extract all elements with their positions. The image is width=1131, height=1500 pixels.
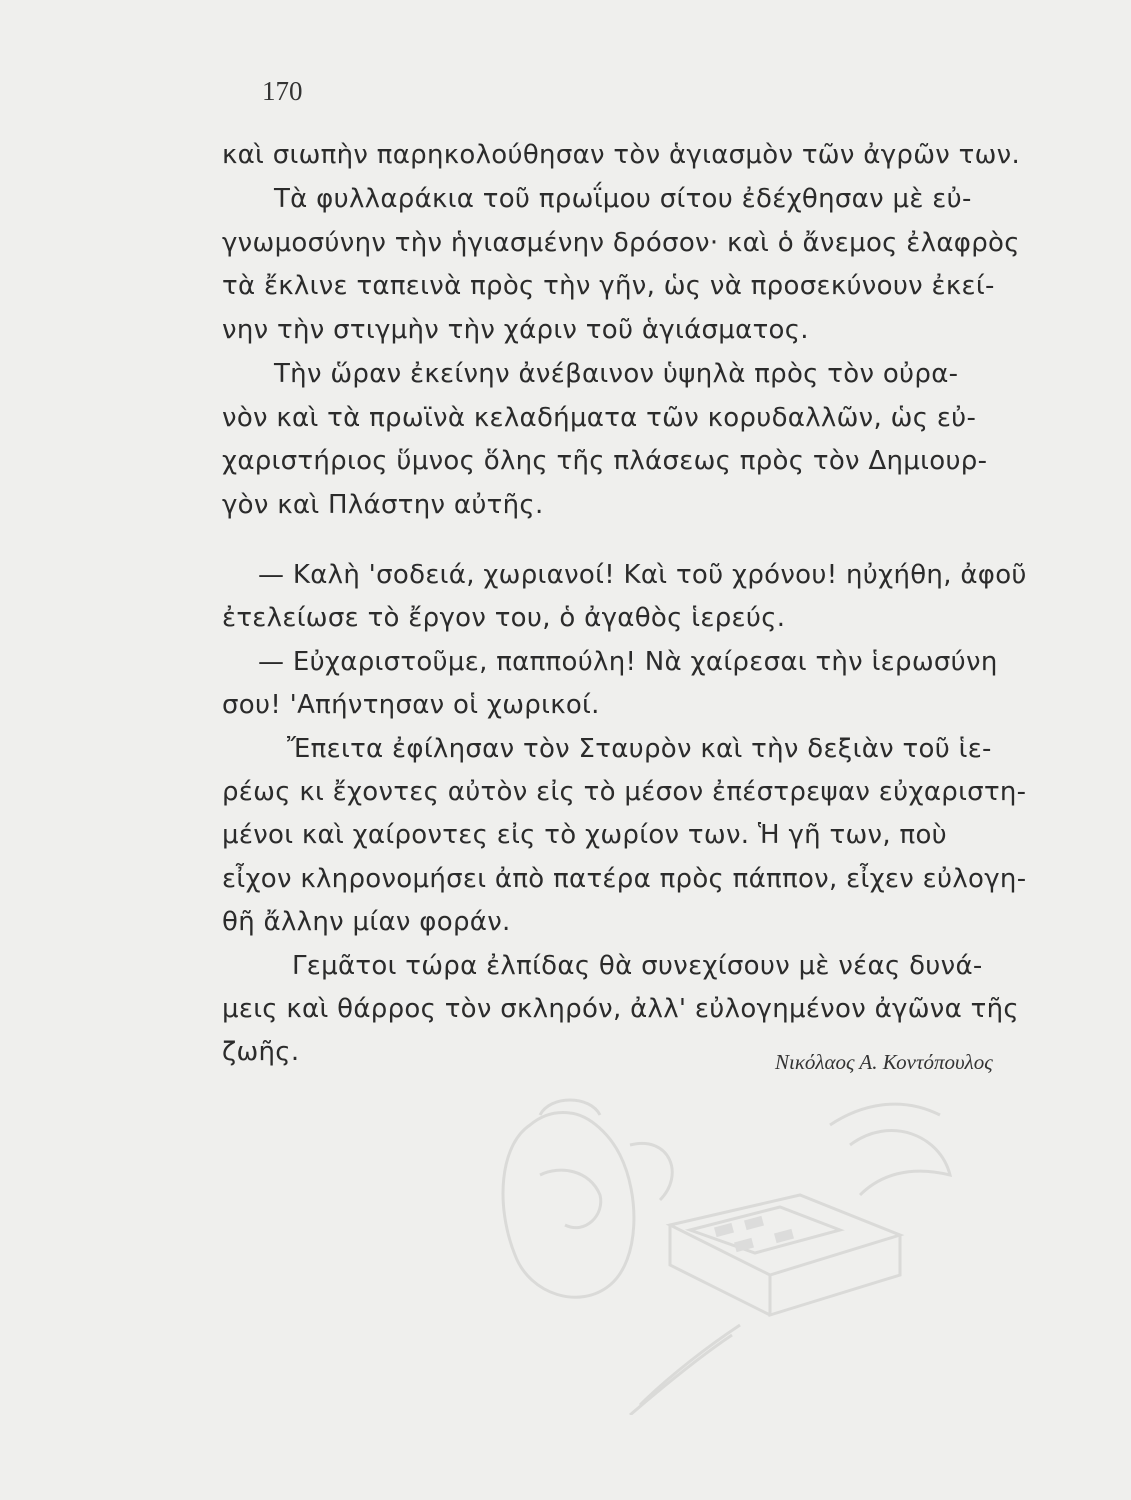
text-line: σου! 'Απήντησαν οἱ χωρικοί. [222, 690, 600, 720]
text-line: θῆ ἄλλην μίαν φοράν. [222, 907, 511, 937]
text-line: νην τὴν στιγμὴν τὴν χάριν τοῦ ἁγιάσματος. [222, 315, 809, 345]
text-line: — Καλὴ 'σοδειά, χωριανοί! Καὶ τοῦ χρόνου! ηὐχήθη, ἀφοῦ [258, 560, 1027, 590]
text-line: ρέως κι ἔχοντες αὐτὸν εἰς τὸ μέσον ἐπέστρεψαν εὐχαριστη- [222, 777, 1027, 807]
text-line: τὰ ἔκλινε ταπεινὰ πρὸς τὴν γῆν, ὡς νὰ προσεκύνουν ἐκεί- [222, 271, 995, 301]
text-line: — Εὐχαριστοῦμε, παππούλη! Νὰ χαίρεσαι τὴν ἱερωσύνη [258, 647, 998, 677]
text-line: Τὴν ὥραν ἐκείνην ἀνέβαινον ὑψηλὰ πρὸς τὸν οὐρα- [274, 359, 959, 389]
faded-vase-illustration [470, 1085, 1030, 1415]
text-line: μένοι καὶ χαίροντες εἰς τὸ χωρίον των. Ἡ γῆ των, ποὺ [222, 820, 948, 850]
text-line: γνωμοσύνην τὴν ἡγιασμένην δρόσον· καὶ ὁ ἄνεμος ἐλαφρὸς [222, 228, 1020, 258]
text-line: καὶ σιωπὴν παρηκολούθησαν τὸν ἁγιασμὸν τῶν ἀγρῶν των. [222, 140, 1021, 170]
text-line: γὸν καὶ Πλάστην αὐτῆς. [222, 490, 544, 520]
text-line: ἐτελείωσε τὸ ἔργον του, ὁ ἀγαθὸς ἱερεύς. [222, 603, 786, 633]
text-line: ζωῆς. [222, 1037, 300, 1067]
text-line: μεις καὶ θάρρος τὸν σκληρόν, ἀλλ' εὐλογημένον ἀγῶνα τῆς [222, 994, 1019, 1024]
text-line: νὸν καὶ τὰ πρωϊνὰ κελαδήματα τῶν κορυδαλλῶν, ὡς εὐ- [222, 403, 977, 433]
page-number: 170 [262, 76, 303, 106]
text-line: χαριστήριος ὕμνος ὅλης τῆς πλάσεως πρὸς τὸν Δημιουρ- [222, 446, 988, 476]
text-line: Τὰ φυλλαράκια τοῦ πρωΐμου σίτου ἐδέχθησαν μὲ εὐ- [274, 184, 972, 214]
text-line: εἶχον κληρονομήσει ἀπὸ πατέρα πρὸς πάππον, εἶχεν εὐλογη- [222, 864, 1027, 894]
text-line: Ἔπειτα ἐφίλησαν τὸν Σταυρὸν καὶ τὴν δεξιὰν τοῦ ἱε- [287, 734, 992, 764]
text-line: Γεμᾶτοι τώρα ἐλπίδας θὰ συνεχίσουν μὲ νέας δυνά- [292, 951, 983, 981]
author-signature: Νικόλαος Α. Κοντόπουλος [775, 1050, 993, 1074]
